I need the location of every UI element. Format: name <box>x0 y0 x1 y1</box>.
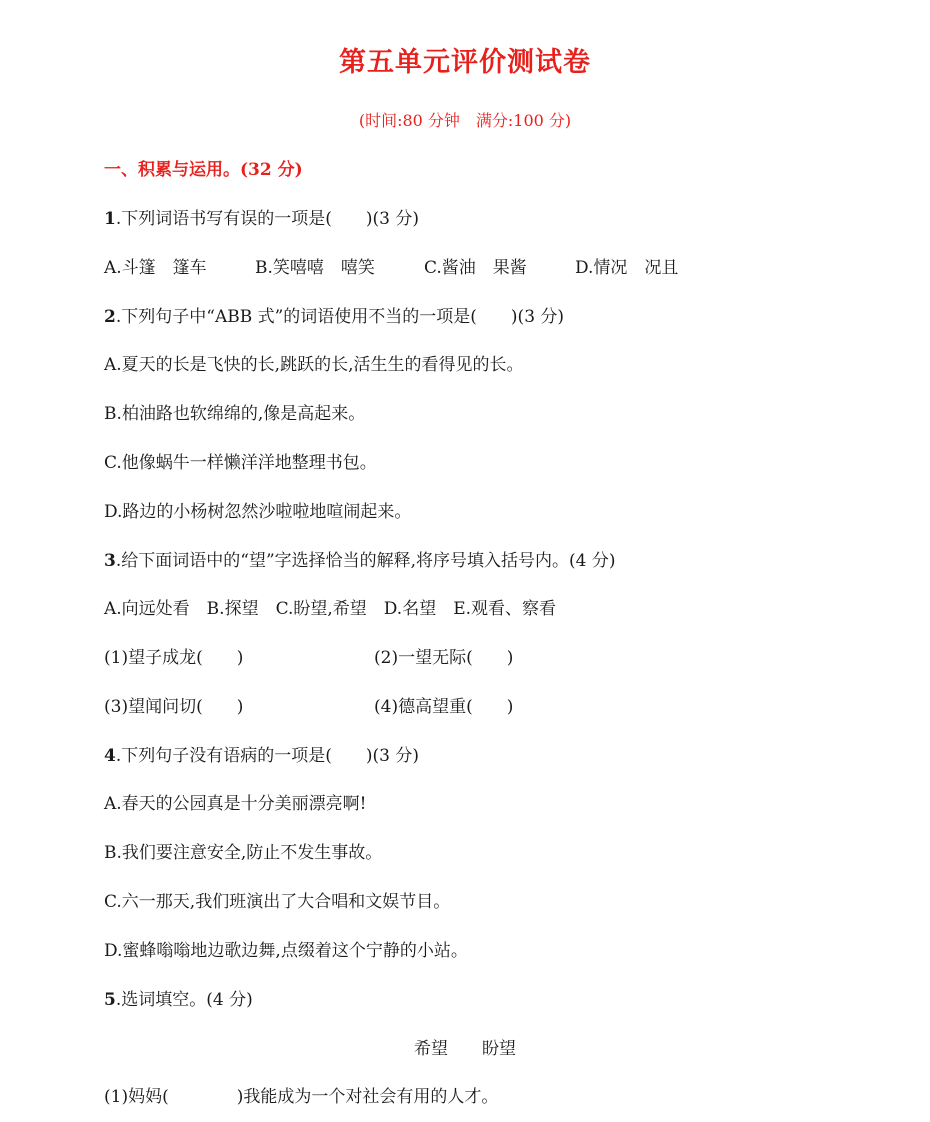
question-number: 2 <box>104 307 116 327</box>
question-4-option-b: B.我们要注意安全,防止不发生事故。 <box>104 843 383 863</box>
blank-item: (4)德高望重( ) <box>374 697 514 717</box>
blank-item: (1)望子成龙( ) <box>104 648 244 668</box>
question-3-row-1 <box>104 646 513 670</box>
question-4 <box>104 744 419 768</box>
question-5-item-1: (1)妈妈( )我能成为一个对社会有用的人才。 <box>104 1087 499 1107</box>
option-a: A.斗篷 篷车 <box>104 258 207 278</box>
question-1-options <box>104 256 678 280</box>
question-3 <box>104 549 616 573</box>
blank-item: (3)望闻问切( ) <box>104 697 244 717</box>
question-number: 3 <box>104 551 116 571</box>
question-number: 4 <box>104 746 116 766</box>
question-text: .下列句子中“ABB 式”的词语使用不当的一项是( )(3 分) <box>115 307 565 327</box>
question-number: 5 <box>104 990 116 1010</box>
option-d: D.情况 况且 <box>575 258 679 278</box>
question-2-option-a: A.夏天的长是飞快的长,跳跃的长,活生生的看得见的长。 <box>104 355 524 375</box>
question-3-choices: A.向远处看 B.探望 C.盼望,希望 D.名望 E.观看、察看 <box>104 599 557 619</box>
question-2-option-d: D.路边的小杨树忽然沙啦啦地喧闹起来。 <box>104 502 412 522</box>
section-heading: 一、积累与运用。(32 分) <box>104 160 303 180</box>
blank-item: (2)一望无际( ) <box>374 648 514 668</box>
question-number: 1 <box>104 209 116 229</box>
word-bank: 希望 盼望 <box>414 1039 516 1059</box>
question-text: .下列句子没有语病的一项是( )(3 分) <box>115 746 419 766</box>
question-2 <box>104 305 564 329</box>
page-subtitle: (时间:80 分钟 满分:100 分) <box>358 111 572 130</box>
question-4-option-c: C.六一那天,我们班演出了大合唱和文娱节目。 <box>104 892 451 912</box>
option-b: B.笑嘻嘻 嘻笑 <box>255 258 375 278</box>
question-text: .给下面词语中的“望”字选择恰当的解释,将序号填入括号内。(4 分) <box>115 551 616 571</box>
question-2-option-c: C.他像蜗牛一样懒洋洋地整理书包。 <box>104 453 377 473</box>
question-text: .选词填空。(4 分) <box>115 990 253 1010</box>
question-1 <box>104 207 419 231</box>
page-title: 第五单元评价测试卷 <box>339 47 591 78</box>
question-4-option-d: D.蜜蜂嗡嗡地边歌边舞,点缀着这个宁静的小站。 <box>104 941 468 961</box>
question-5 <box>104 988 253 1012</box>
question-text: .下列词语书写有误的一项是( )(3 分) <box>115 209 419 229</box>
question-2-option-b: B.柏油路也软绵绵的,像是高起来。 <box>104 404 366 424</box>
option-c: C.酱油 果酱 <box>424 258 527 278</box>
question-4-option-a: A.春天的公园真是十分美丽漂亮啊! <box>104 794 367 814</box>
question-3-row-2 <box>104 695 513 719</box>
